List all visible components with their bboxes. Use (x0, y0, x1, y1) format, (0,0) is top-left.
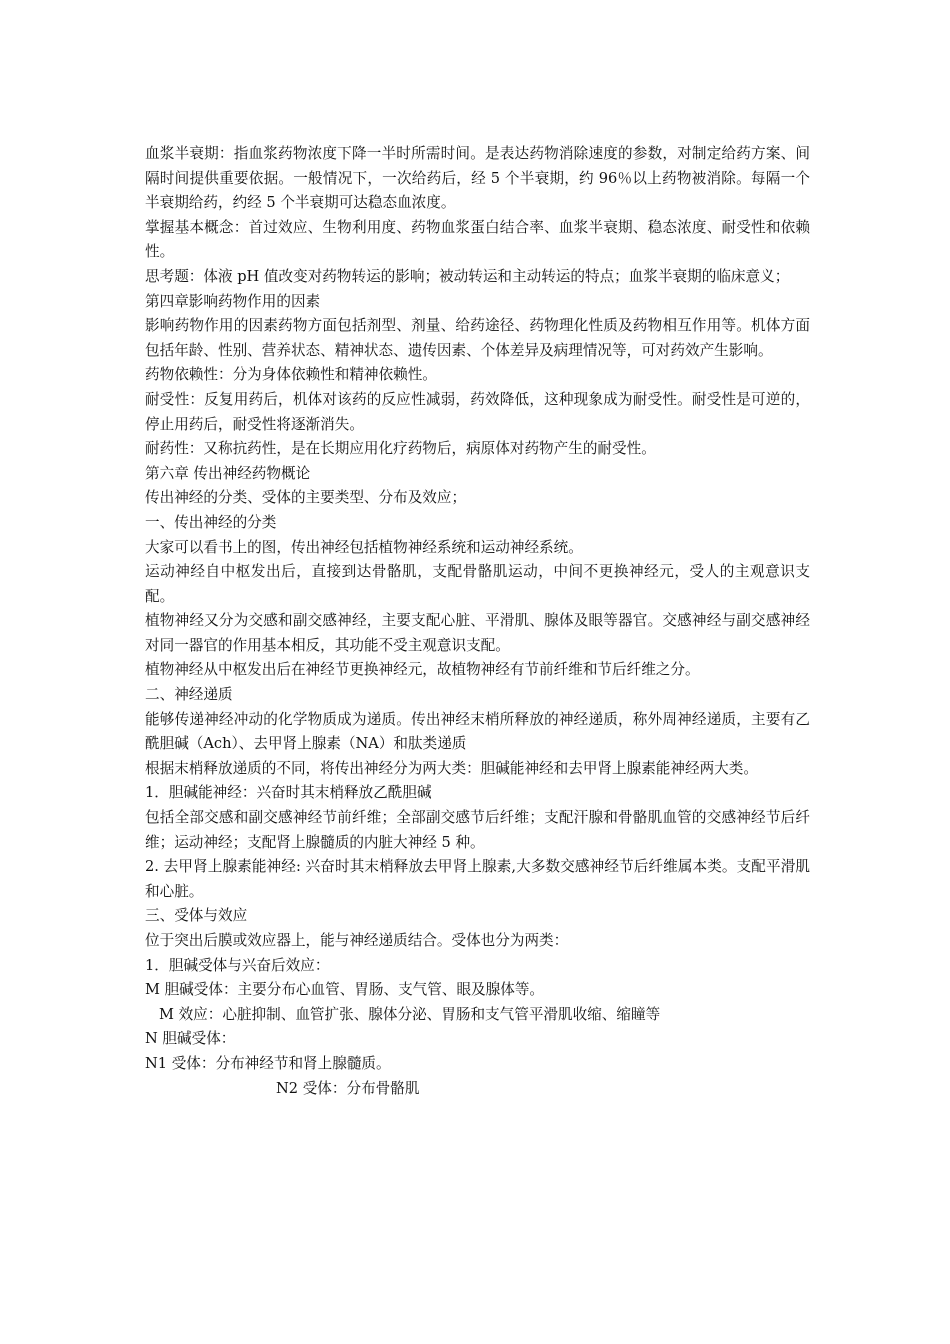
paragraph-drug-resistance: 耐药性：又称抗药性，是在长期应用化疗药物后，病原体对药物产生的耐受性。 (145, 440, 656, 458)
paragraph-motor-nerve: 运动神经自中枢发出后，直接到达骨骼肌，支配骨骼肌运动，中间不更换神经元，受人的主观意识支配。 (145, 563, 810, 605)
chapter-four-heading: 第四章影响药物作用的因素 (145, 292, 321, 310)
paragraph-half-life: 血浆半衰期：指血浆药物浓度下降一半时所需时间。是表达药物消除速度的参数，对制定给药方案、间隔时间提供重要依据。一般情况下，一次给药后，经 5 个半衰期，约 96％以上药物被消除。每隔一个半衰期给药，约经 5 个半衰期可达稳态血浓度。 (145, 145, 810, 212)
paragraph-m-effect: M 效应：心脏抑制、血管扩张、腺体分泌、胃肠和支气管平滑肌收缩、缩瞳等 (159, 1005, 661, 1023)
paragraph-transmitter: 能够传递神经冲动的化学物质成为递质。传出神经末梢所释放的神经递质，称外周神经递质，主要有乙酰胆碱（Ach）、去甲肾上腺素（NA）和肽类递质 (145, 710, 810, 753)
paragraph-ganglion: 植物神经从中枢发出后在神经节更换神经元，故植物神经有节前纤维和节后纤维之分。 (145, 661, 700, 679)
section-three-heading: 三、受体与效应 (145, 907, 248, 925)
paragraph-tolerance: 耐受性：反复用药后，机体对该药的反应性减弱，药效降低，这种现象成为耐受性。耐受性是可逆的，停止用药后，耐受性将逐渐消失。 (145, 390, 810, 433)
paragraph-influencing-factors: 影响药物作用的因素药物方面包括剂型、剂量、给药途径、药物理化性质及药物相互作用等。机体方面包括年龄、性别、营养状态、精神状态、遗传因素、个体差异及病理情况等，可对药效产生影响。 (145, 317, 810, 359)
paragraph-m-receptor: M 胆碱受体：主要分布心血管、胃肠、支气管、眼及腺体等。 (145, 981, 545, 999)
item-noradrenergic-nerve: 2. 去甲肾上腺素能神经: 兴奋时其末梢释放去甲肾上腺素,大多数交感神经节后纤维属本类。支配平滑肌和心脏。 (145, 858, 810, 900)
chapter-six-heading: 第六章 传出神经药物概论 (145, 464, 311, 482)
section-one-heading: 一、传出神经的分类 (145, 513, 277, 531)
paragraph-autonomic-nerve: 植物神经又分为交感和副交感神经，主要支配心脏、平滑肌、腺体及眼等器官。交感神经与副交感神经对同一器官的作用基本相反，其功能不受主观意识支配。 (145, 612, 810, 654)
section-two-heading: 二、神经递质 (145, 686, 233, 704)
paragraph-two-classes: 根据末梢释放递质的不同，将传出神经分为两大类：胆碱能神经和去甲肾上腺素能神经两大类。 (145, 759, 758, 777)
paragraph-drug-dependence: 药物依赖性：分为身体依赖性和精神依赖性。 (145, 366, 437, 384)
document-page (145, 142, 810, 1101)
paragraph-n1-receptor: N1 受体：分布神经节和肾上腺髓质。 (145, 1054, 391, 1072)
paragraph-classification-summary: 传出神经的分类、受体的主要类型、分布及效应； (145, 489, 467, 507)
paragraph-receptor-location: 位于突出后膜或效应器上，能与神经递质结合。受体也分为两类： (145, 932, 569, 949)
paragraph-cholinergic-includes: 包括全部交感和副交感神经节前纤维；全部副交感节后纤维；支配汗腺和骨骼肌血管的交感神经节后纤维；运动神经；支配肾上腺髓质的内脏大神经 5 种。 (145, 809, 810, 851)
paragraph-n2-receptor: N2 受体：分布骨骼肌 (276, 1079, 420, 1097)
paragraph-basic-concepts: 掌握基本概念：首过效应、生物利用度、药物血浆蛋白结合率、血浆半衰期、稳态浓度、耐受性和依赖性。 (145, 218, 810, 261)
item-cholinergic-receptor: 1．胆碱受体与兴奋后效应： (145, 956, 330, 974)
paragraph-see-figure: 大家可以看书上的图，传出神经包括植物神经系统和运动神经系统。 (145, 538, 583, 556)
paragraph-questions: 思考题：体液 pH 值改变对药物转运的影响；被动转运和主动转运的特点；血浆半衰期的临床意义； (145, 267, 790, 285)
item-cholinergic-nerve: 1．胆碱能神经：兴奋时其末梢释放乙酰胆碱 (145, 784, 432, 802)
paragraph-n-receptor: N 胆碱受体： (145, 1030, 236, 1048)
